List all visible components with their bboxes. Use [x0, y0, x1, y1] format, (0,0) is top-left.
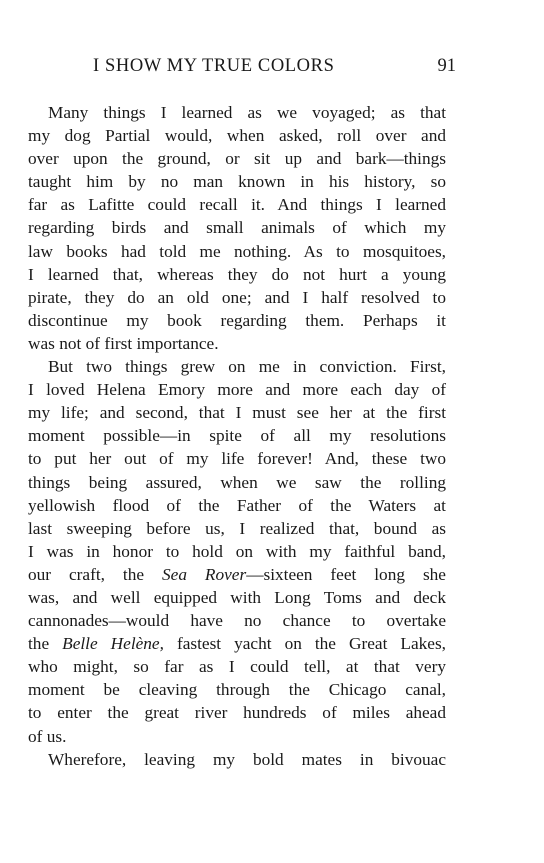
text-line: over upon the ground, or sit up and bark—things [28, 149, 446, 169]
text-segment: —sixteen feet long she [246, 564, 446, 584]
text-line: my dog Partial would, when asked, roll over and [28, 126, 446, 146]
text-line: to put her out of my life forever! And, these two [28, 449, 446, 469]
text-line: cannonades—would have no chance to overtake [28, 611, 446, 631]
text-segment: fastest yacht on the Great Lakes, [163, 634, 446, 654]
text-line: my life; and second, that I must see her at the first [28, 403, 446, 423]
text-line: taught him by no man known in his history, so [28, 172, 446, 192]
running-header [90, 56, 456, 86]
text-line: moment be cleaving through the Chicago canal, [28, 680, 446, 700]
text-line: I loved Helena Emory more and more each day of [28, 380, 446, 400]
text-line: last sweeping before us, I realized that, bound as [28, 518, 446, 538]
text-line: to enter the great river hundreds of miles ahead [28, 703, 446, 723]
page-number: 91 [437, 56, 456, 76]
text-line [28, 632, 446, 655]
text-line: law books had told me nothing. As to mosquitoes, [28, 241, 446, 261]
text-line: who might, so far as I could tell, at that very [28, 657, 446, 677]
text-segment: the [28, 634, 63, 654]
ship-name: Sea Rover [162, 564, 247, 584]
text-line: regarding birds and small animals of which my [28, 218, 446, 238]
text-line: I learned that, whereas they do not hurt a young [28, 264, 446, 284]
text-line: discontinue my book regarding them. Perhaps it [28, 310, 446, 330]
text-line: far as Lafitte could recall it. And things I learned [28, 195, 446, 215]
body-text [28, 101, 446, 771]
text-line: yellowish flood of the Father of the Waters at [28, 495, 446, 515]
text-line: was not of first importance. [28, 333, 219, 353]
text-segment: our craft, the [28, 564, 163, 584]
text-line: Wherefore, leaving my bold mates in bivouac [48, 749, 446, 769]
text-line: moment possible—in spite of all my resolutions [28, 426, 446, 446]
text-line: Many things I learned as we voyaged; as that [48, 103, 446, 122]
text-line: I was in honor to hold on with my faithful band, [28, 541, 446, 561]
text-line: was, and well equipped with Long Toms and deck [28, 587, 446, 607]
text-line: of us. [28, 726, 67, 746]
text-line: things being assured, when we saw the rolling [28, 472, 446, 492]
text-line: pirate, they do an old one; and I half resolved to [28, 287, 446, 307]
running-title: I SHOW MY TRUE COLORS [93, 56, 335, 76]
yacht-name: Belle Helène, [62, 634, 164, 654]
text-line [28, 563, 446, 586]
text-line: But two things grew on me in conviction. First, [48, 357, 446, 377]
